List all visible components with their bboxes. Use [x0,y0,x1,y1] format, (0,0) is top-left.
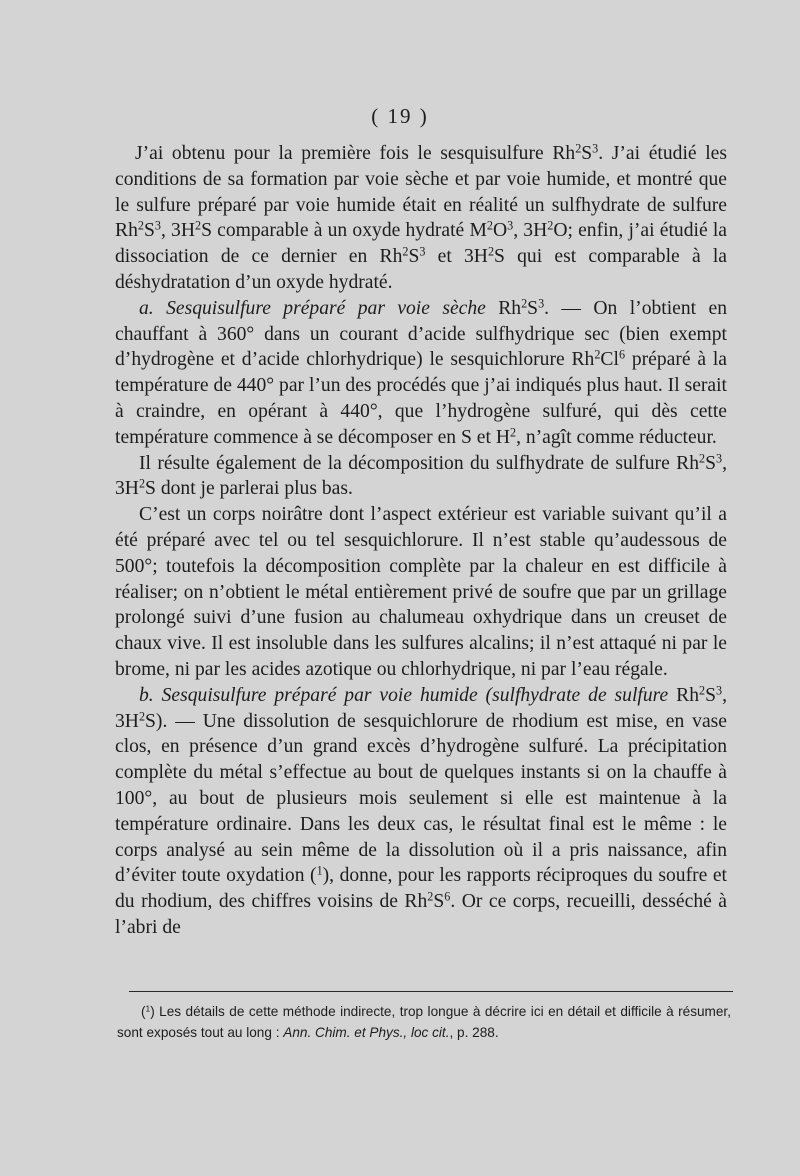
text-run: C’est un corps noirâtre dont l’aspect extérieur est variable suivant qu’il a été préparé avec tel ou tel sesquichlorure. Il n’est stable qu’audessous de 500°; toutefois la décomposition complète par la chaleur en est difficile à réaliser; on n’obtient le métal entièrement privé de soufre que par un grillage prolongé suivi d’une fusion au chalumeau oxhydrique dans un creuset de chaux vive. Il est insoluble dans les sulfures alcalins; il n’est attaqué ni par le brome, ni par les acides azotique ou chlorhydrique, ni par l’eau régale. [115,504,727,680]
paragraph-decomposition [115,451,727,503]
paragraph-voie-seche [115,296,727,451]
italic-text: a. Sesquisulfure préparé par voie sèche [139,297,486,319]
footnote-rule [129,991,733,992]
text-run: . — On l’obtient en chauffant à 360° dans un courant d’acide sulfhydrique sec (bien exempt d’hydrogène et d’acide chlorhydrique) le sesquichlorure Rh [115,297,727,371]
text-run: , p. 288. [449,1025,499,1040]
paragraph-properties [115,502,727,683]
superscript: 2 [137,218,144,233]
text-run: S [527,297,539,319]
text-run: S [705,684,717,706]
text-run: . J’ai étudié les conditions de sa formation par voie sèche et par voie humide, et montré que le sulfure préparé par voie humide était en réalité un sulfhydrate de sulfure Rh [115,143,727,242]
text-run: Il résulte également de la décomposition du sulfhydrate de sulfure Rh [139,452,700,474]
text-run: Cl [600,349,619,371]
text-run: S qui est comparable à la déshydratation d’un oxyde hydraté. [115,246,727,293]
text-run: Rh [668,684,700,706]
superscript: 2 [427,889,434,904]
text-run: S [408,246,420,268]
text-run: , 3H [115,452,727,500]
superscript: 2 [594,347,601,362]
text-run: S dont je parlerai plus bas. [145,478,353,500]
text-run: ) Les détails de cette méthode indirecte, trop longue à décrire ici en détail et difficile à résumer, sont exposés tout au long : [117,1004,731,1040]
text-run: , n’agît comme réducteur. [516,426,717,448]
text-run: Rh [485,297,522,319]
superscript: 3 [154,218,161,233]
superscript: 3 [419,244,426,259]
superscript: 2 [402,244,409,259]
text-run: , 3H [115,684,727,732]
superscript: 2 [487,244,495,259]
text-run: O; enfin, j’ai étudié la dissociation de ce dernier en Rh [115,220,727,268]
superscript: 1 [145,1003,151,1014]
superscript: 2 [547,218,554,233]
text-run: ( [141,1004,146,1019]
superscript: 2 [194,218,202,233]
superscript: 2 [486,218,493,233]
page-number: ( 19 ) [371,104,429,128]
italic-text: b. Sesquisulfure préparé par voie humide (sulfhydrate de sulfure [139,684,669,706]
superscript: 2 [699,683,706,698]
superscript: 3 [716,450,723,465]
text-run: S [143,220,155,242]
text-run: et 3H [425,246,488,268]
paragraph-intro [115,141,727,296]
text-run: . Or ce corps, recueilli, desséché à l’abri de [115,891,727,938]
text-run: J’ai obtenu pour la première fois le sesquisulfure Rh [135,143,576,164]
superscript: 1 [316,863,323,878]
superscript: 6 [618,347,626,362]
text-run: S [581,143,593,164]
superscript: 2 [699,450,706,465]
superscript: 3 [538,296,545,311]
superscript: 3 [507,218,514,233]
superscript: 6 [444,889,451,904]
text-run: , 3H [160,220,195,242]
superscript: 2 [138,708,146,723]
text-run: , 3H [513,220,548,242]
superscript: 2 [509,425,517,440]
text-run: S [433,891,445,913]
superscript: 2 [575,141,582,156]
text-run: préparé à la température de 440° par l’un des procédés que j’ai indiqués plus haut. Il serait à craindre, en opérant à 440°, que l’hydrogène sulfuré, qui dès cette température commence à se décomposer en S et H [115,349,727,448]
footnote-text [117,1001,731,1043]
text-run: S). — Une dissolution de sesquichlorure de rhodium est mise, en vase clos, en présence d’un grand excès d’hydrogène sulfuré. La précipitation complète du métal s’effectue au bout de quelques instants si on la chauffe à 100°, au bout de plusieurs mois seulement si elle est maintenue à la température ordinaire. Dans les deux cas, le résultat final est le même : le corps analysé au sein même de la dissolution où il a pris naissance, afin d’éviter toute oxydation ( [115,710,727,887]
paragraph-voie-humide [115,683,727,941]
text-run: S comparable à un oxyde hydraté M [201,220,487,242]
footnote [117,1001,731,1043]
superscript: 2 [138,476,146,491]
text-run: S [705,452,717,474]
text-run: ), donne, pour les rapports réciproques du soufre et du rhodium, des chiffres voisins de Rh [115,865,727,913]
superscript: 2 [521,296,528,311]
body-text [115,141,727,941]
superscript: 3 [716,683,723,698]
text-run: O [492,220,508,242]
superscript: 3 [592,141,599,156]
italic-text: Ann. Chim. et Phys., loc cit. [283,1025,450,1040]
